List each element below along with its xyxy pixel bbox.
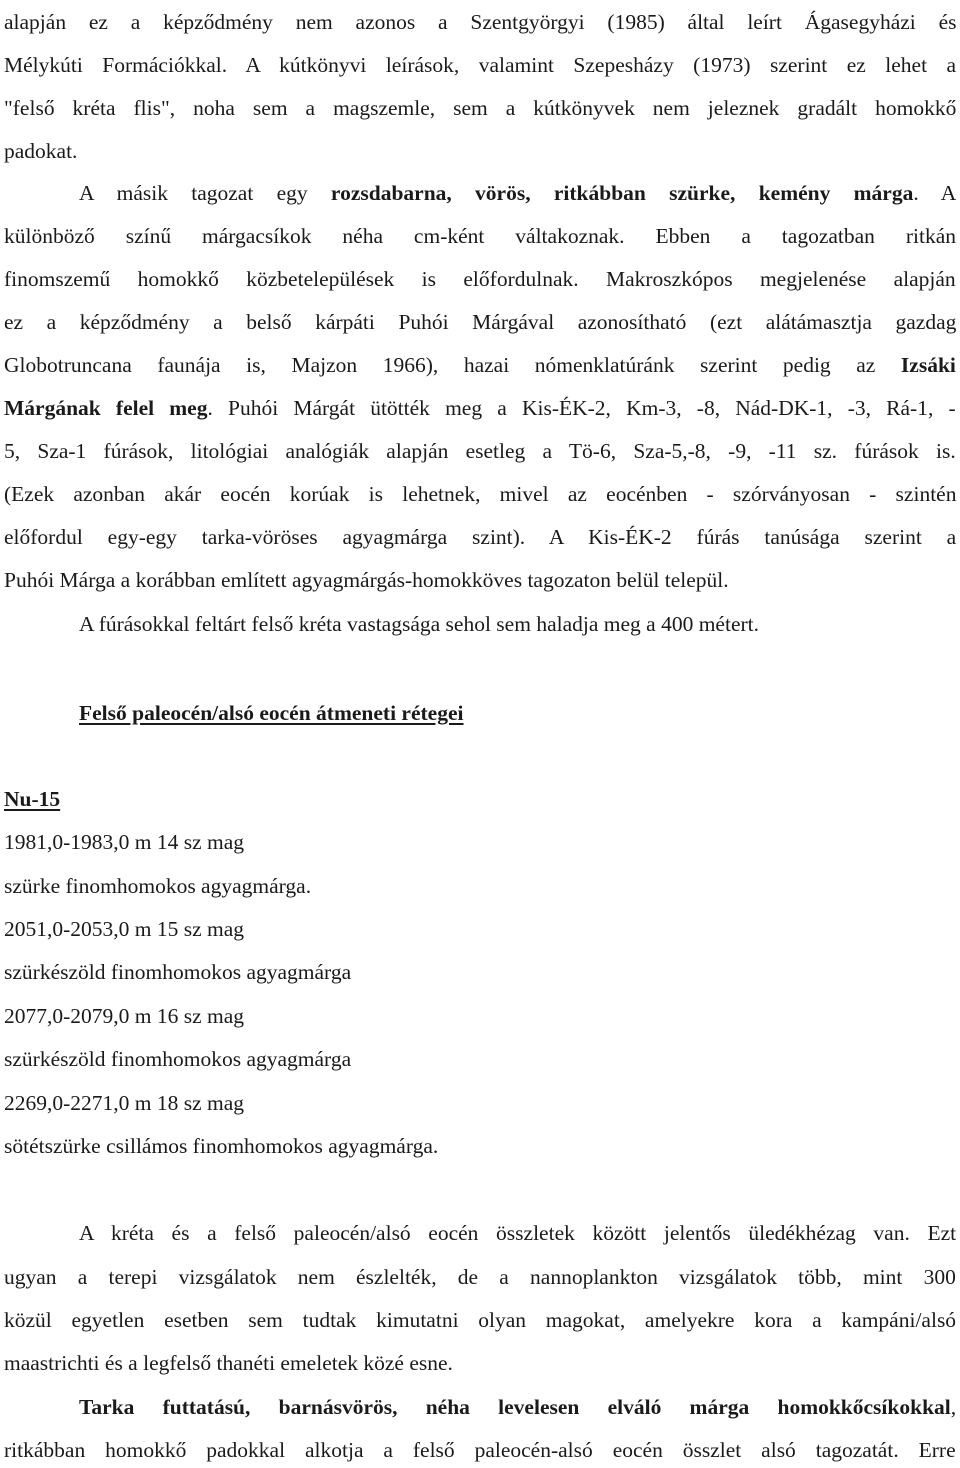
core-depth: 2077,0-2079,0 m 16 sz mag bbox=[4, 1004, 245, 1028]
core-description: szürkészöld finomhomokos agyagmárga bbox=[4, 960, 352, 984]
core-description: szürke finomhomokos agyagmárga. bbox=[4, 874, 312, 898]
bold-phrase: Izsáki bbox=[900, 353, 956, 377]
mixed-line: Márgának felel meg. Puhói Márgát ütötték meg a Kis-ÉK-2, Km-3, -8, Nád-DK-1, -3, Rá-1, - bbox=[4, 396, 956, 420]
text-line bbox=[4, 355, 956, 377]
core-depth: 2051,0-2053,0 m 15 sz mag bbox=[4, 917, 245, 941]
core-depth: 2269,0-2271,0 m 18 sz mag bbox=[4, 1091, 245, 1115]
text-line: finomszemű homokkő közbetelepülések is előfordulnak. Makroszkópos megjelenése alapján bbox=[4, 267, 956, 291]
text-line: padokat. bbox=[4, 139, 78, 163]
text-line: A kréta és a felső paleocén/alsó eocén összletek között jelentős üledékhézag van. Ezt bbox=[79, 1221, 957, 1245]
text-line: Mélykúti Formációkkal. A kútkönyvi leírások, valamint Szepesházy (1973) szerint ez lehet a bbox=[4, 53, 957, 77]
borehole-id: Nu-15 bbox=[4, 787, 61, 811]
text-line bbox=[4, 398, 956, 420]
text-line: maastrichti és a legfelső thanéti emeletek közé esne. bbox=[4, 1351, 453, 1375]
text-line: "felső kréta flis", noha sem a magszemle, sem a kútkönyvek nem jeleznek gradált homokkő bbox=[4, 96, 957, 120]
text-line: ritkábban homokkő padokkal alkotja a felső paleocén-alsó eocén összlet alsó tagozatát. Erre bbox=[4, 1438, 956, 1462]
core-description: sötétszürke csillámos finomhomokos agyagmárga. bbox=[4, 1134, 439, 1158]
core-depth: 1981,0-1983,0 m 14 sz mag bbox=[4, 830, 245, 854]
text-line: előfordul egy-egy tarka-vöröses agyagmárga szint). A Kis-ÉK-2 fúrás tanúsága szerint a bbox=[4, 525, 957, 549]
bold-phrase: Márgának felel meg bbox=[4, 396, 208, 420]
text-line: 5, Sza-1 fúrások, litológiai analógiák alapján esetleg a Tö-6, Sza-5,-8, -9, -11 sz. fúrások is. bbox=[4, 439, 956, 463]
text-line bbox=[79, 1397, 956, 1419]
core-description: szürkészöld finomhomokos agyagmárga bbox=[4, 1047, 352, 1071]
text-line: alapján ez a képződmény nem azonos a Szentgyörgyi (1985) által leírt Ágasegyházi és bbox=[4, 10, 957, 34]
text-line: ugyan a terepi vizsgálatok nem észlelték, de a nannoplankton vizsgálatok több, mint 300 bbox=[4, 1265, 956, 1289]
bold-phrase: Tarka futtatású, barnásvörös, néha levelesen elváló márga homokkőcsíkokkal bbox=[79, 1395, 951, 1419]
text-line: különböző színű márgacsíkok néha cm-ként váltakoznak. Ebben a tagozatban ritkán bbox=[4, 224, 956, 248]
bold-phrase: rozsdabarna, vörös, ritkábban szürke, kemény márga bbox=[330, 181, 914, 205]
text-line: (Ezek azonban akár eocén korúak is lehetnek, mivel az eocénben - szórványosan - szintén bbox=[4, 482, 957, 506]
mixed-line: A másik tagozat egy rozsdabarna, vörös, ritkábban szürke, kemény márga. A bbox=[79, 181, 957, 205]
text-line: A fúrásokkal feltárt felső kréta vastagsága sehol sem haladja meg a 400 métert. bbox=[79, 612, 759, 636]
section-heading: Felső paleocén/alsó eocén átmeneti rétegei bbox=[79, 701, 464, 725]
mixed-line: Globotruncana faunája is, Majzon 1966), hazai nómenklatúránk szerint pedig az Izsáki bbox=[4, 353, 956, 377]
mixed-line: Tarka futtatású, barnásvörös, néha levelesen elváló márga homokkőcsíkokkal, bbox=[79, 1395, 957, 1419]
text-line: Puhói Márga a korábban említett agyagmárgás-homokköves tagozaton belül települ. bbox=[4, 568, 729, 592]
text-line: közül egyetlen esetben sem tudtak kimutatni olyan magokat, amelyekre kora a kampáni/alsó bbox=[4, 1308, 957, 1332]
text-line bbox=[79, 183, 956, 205]
text-line: ez a képződmény a belső kárpáti Puhói Márgával azonosítható (ezt alátámasztja gazdag bbox=[4, 310, 957, 334]
